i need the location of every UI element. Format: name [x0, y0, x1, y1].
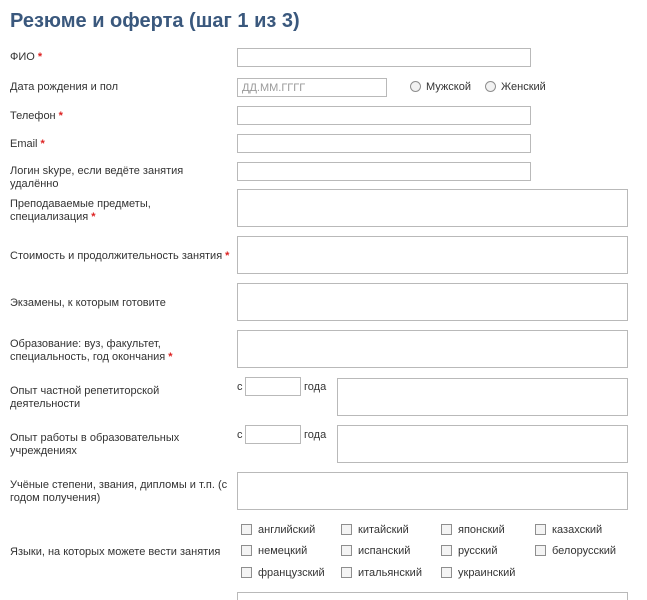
phone-label — [10, 110, 232, 123]
gender-male-label: Мужской — [426, 81, 471, 93]
cost-label — [10, 250, 232, 263]
fio-label-text: ФИО — [10, 51, 35, 63]
private-exp-year-label: года — [304, 381, 327, 393]
required-mark: * — [40, 138, 45, 150]
required-mark: * — [58, 110, 63, 122]
lang-label-spanish: испанский — [358, 545, 411, 557]
private-exp-from: с — [237, 381, 243, 393]
phone-label-text: Телефон — [10, 110, 56, 122]
languages-label: Языки, на которых можете вести занятия — [10, 546, 221, 558]
lang-checkbox-english[interactable] — [241, 524, 252, 535]
lang-checkbox-chinese[interactable] — [341, 524, 352, 535]
degrees-label: Учёные степени, звания, дипломы и т.п. (с годом получения) — [10, 479, 228, 504]
lang-checkbox-belarusian[interactable] — [535, 545, 546, 556]
gender-female-label: Женский — [501, 81, 546, 93]
subjects-label-text: Преподаваемые предметы, специализация — [10, 198, 151, 223]
private-exp-textarea[interactable] — [337, 378, 628, 416]
email-label — [10, 138, 232, 151]
lang-checkbox-french[interactable] — [241, 567, 252, 578]
edu-exp-year-input[interactable] — [245, 425, 301, 444]
next-textarea[interactable] — [237, 592, 628, 600]
skype-input[interactable] — [237, 162, 531, 181]
birth-label: Дата рождения и пол — [10, 81, 119, 93]
exams-label: Экзамены, к которым готовите — [10, 297, 166, 309]
education-label — [10, 338, 185, 364]
lang-label-chinese: китайский — [358, 524, 409, 536]
fio-input[interactable] — [237, 48, 531, 67]
lang-checkbox-russian[interactable] — [441, 545, 452, 556]
lang-label-japanese: японский — [458, 524, 505, 536]
edu-exp-label: Опыт работы в образовательных учреждениях — [10, 432, 180, 457]
lang-label-ukrainian: украинский — [458, 567, 516, 579]
required-mark: * — [91, 211, 96, 223]
subjects-textarea[interactable] — [237, 189, 628, 227]
education-textarea[interactable] — [237, 330, 628, 368]
lang-checkbox-ukrainian[interactable] — [441, 567, 452, 578]
required-mark: * — [225, 250, 230, 262]
fio-label — [10, 51, 232, 64]
cost-label-text: Стоимость и продолжительность занятия — [10, 250, 223, 262]
email-label-text: Email — [10, 138, 38, 150]
cost-textarea[interactable] — [237, 236, 628, 274]
required-mark: * — [168, 351, 173, 363]
lang-checkbox-italian[interactable] — [341, 567, 352, 578]
lang-checkbox-spanish[interactable] — [341, 545, 352, 556]
gender-female-radio[interactable] — [485, 81, 496, 92]
lang-label-italian: итальянский — [358, 567, 422, 579]
lang-label-russian: русский — [458, 545, 498, 557]
private-exp-year-input[interactable] — [245, 377, 301, 396]
degrees-textarea[interactable] — [237, 472, 628, 510]
lang-label-english: английский — [258, 524, 316, 536]
lang-label-belarusian: белорусский — [552, 545, 617, 557]
subjects-label — [10, 198, 180, 224]
page-title: Резюме и оферта (шаг 1 из 3) — [10, 10, 300, 32]
lang-label-german: немецкий — [258, 545, 308, 557]
edu-exp-textarea[interactable] — [337, 425, 628, 463]
birth-date-input[interactable] — [237, 78, 387, 97]
lang-label-kazakh: казахский — [552, 524, 603, 536]
edu-exp-year-label: года — [304, 429, 327, 441]
exams-textarea[interactable] — [237, 283, 628, 321]
required-mark: * — [37, 51, 43, 63]
skype-label: Логин skype, если ведёте занятия удалённо — [10, 165, 184, 190]
lang-label-french: французский — [258, 567, 325, 579]
gender-male-radio[interactable] — [410, 81, 421, 92]
email-input[interactable] — [237, 134, 531, 153]
phone-input[interactable] — [237, 106, 531, 125]
edu-exp-from: с — [237, 429, 243, 441]
lang-checkbox-german[interactable] — [241, 545, 252, 556]
private-exp-label: Опыт частной репетиторской деятельности — [10, 385, 160, 410]
education-label-text: Образование: вуз, факультет, специальность, год окончания — [10, 338, 166, 363]
lang-checkbox-kazakh[interactable] — [535, 524, 546, 535]
lang-checkbox-japanese[interactable] — [441, 524, 452, 535]
